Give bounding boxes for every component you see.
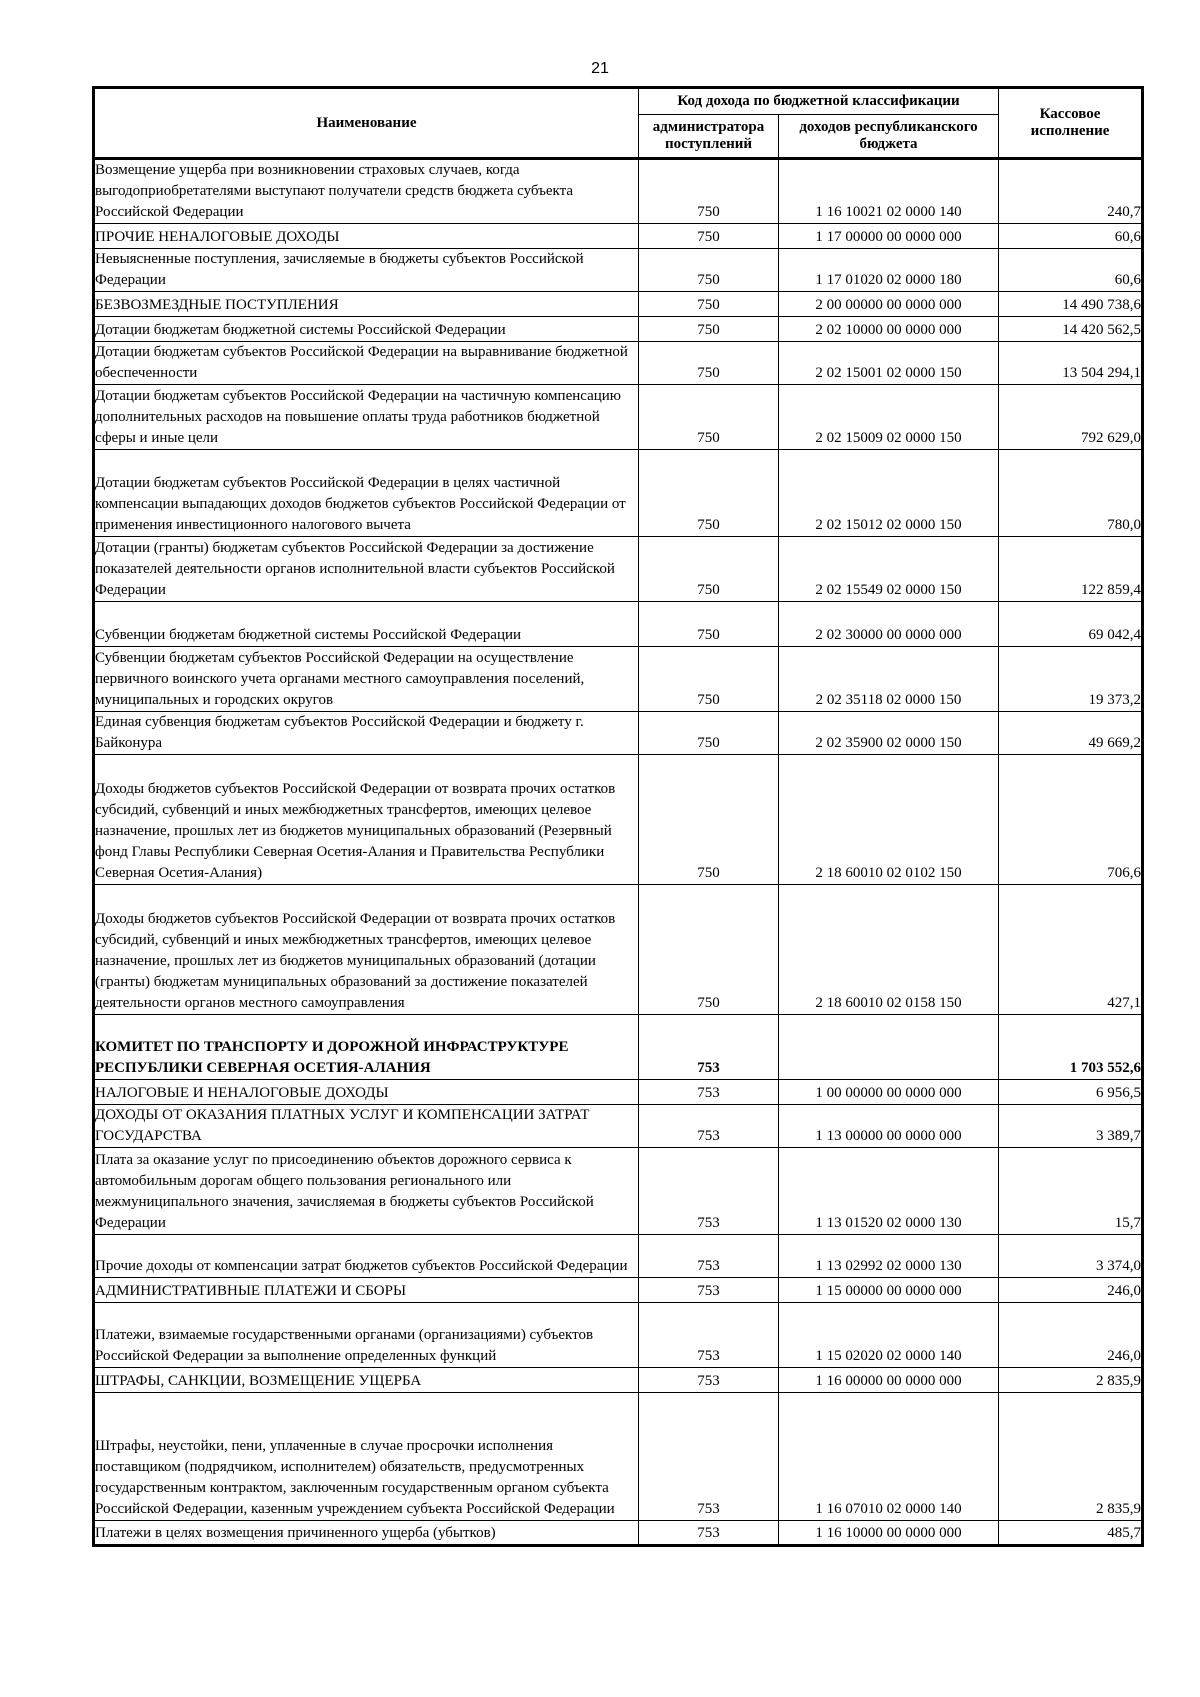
cell-code: 1 16 07010 02 0000 140 [779, 1393, 999, 1521]
cell-name: Дотации бюджетам субъектов Российской Федерации в целях частичной компенсации выпадающих доходов бюджетов субъектов Российской Федерации от применения инвестиционного налогового вычета [94, 450, 639, 537]
table-row [94, 1148, 1143, 1235]
cell-name: БЕЗВОЗМЕЗДНЫЕ ПОСТУПЛЕНИЯ [94, 292, 639, 317]
table-row [94, 159, 1143, 224]
cell-admin: 750 [639, 712, 779, 755]
cell-amount: 60,6 [999, 224, 1143, 249]
cell-amount: 2 835,9 [999, 1368, 1143, 1393]
table-row [94, 885, 1143, 1015]
table-row [94, 1303, 1143, 1368]
table-row [94, 1080, 1143, 1105]
cell-admin: 750 [639, 292, 779, 317]
cell-amount: 780,0 [999, 450, 1143, 537]
cell-code: 2 02 15012 02 0000 150 [779, 450, 999, 537]
cell-code [779, 1015, 999, 1080]
header-name: Наименование [94, 88, 639, 159]
table-row [94, 1521, 1143, 1546]
cell-amount: 427,1 [999, 885, 1143, 1015]
cell-name: ШТРАФЫ, САНКЦИИ, ВОЗМЕЩЕНИЕ УЩЕРБА [94, 1368, 639, 1393]
table-row [94, 712, 1143, 755]
cell-name: Дотации бюджетам субъектов Российской Федерации на частичную компенсацию дополнительных расходов на повышение оплаты труда работников бюджетной сферы и иные цели [94, 385, 639, 450]
cell-admin: 750 [639, 224, 779, 249]
cell-admin: 750 [639, 342, 779, 385]
cell-code: 2 02 15549 02 0000 150 [779, 537, 999, 602]
cell-admin: 750 [639, 885, 779, 1015]
cell-code: 2 18 60010 02 0158 150 [779, 885, 999, 1015]
cell-amount: 706,6 [999, 755, 1143, 885]
cell-name: Единая субвенция бюджетам субъектов Российской Федерации и бюджету г. Байконура [94, 712, 639, 755]
cell-name: Возмещение ущерба при возникновении страховых случаев, когда выгодоприобретателями выступают получатели средств бюджета субъекта Российской Федерации [94, 159, 639, 224]
cell-code: 1 17 01020 02 0000 180 [779, 249, 999, 292]
cell-name: Дотации бюджетам бюджетной системы Российской Федерации [94, 317, 639, 342]
cell-code: 2 02 15009 02 0000 150 [779, 385, 999, 450]
cell-code: 1 15 00000 00 0000 000 [779, 1278, 999, 1303]
cell-admin: 753 [639, 1368, 779, 1393]
cell-amount: 240,7 [999, 159, 1143, 224]
cell-amount: 6 956,5 [999, 1080, 1143, 1105]
cell-amount: 2 835,9 [999, 1393, 1143, 1521]
cell-name: Дотации (гранты) бюджетам субъектов Российской Федерации за достижение показателей деятельности органов исполнительной власти субъектов Российской Федерации [94, 537, 639, 602]
table-row [94, 317, 1143, 342]
cell-code: 2 00 00000 00 0000 000 [779, 292, 999, 317]
cell-amount: 13 504 294,1 [999, 342, 1143, 385]
cell-admin: 753 [639, 1393, 779, 1521]
cell-name: ДОХОДЫ ОТ ОКАЗАНИЯ ПЛАТНЫХ УСЛУГ И КОМПЕНСАЦИИ ЗАТРАТ ГОСУДАРСТВА [94, 1105, 639, 1148]
cell-amount: 49 669,2 [999, 712, 1143, 755]
cell-admin: 753 [639, 1080, 779, 1105]
cell-name: НАЛОГОВЫЕ И НЕНАЛОГОВЫЕ ДОХОДЫ [94, 1080, 639, 1105]
table-row [94, 224, 1143, 249]
cell-admin: 750 [639, 159, 779, 224]
cell-amount: 3 389,7 [999, 1105, 1143, 1148]
cell-name: Прочие доходы от компенсации затрат бюджетов субъектов Российской Федерации [94, 1235, 639, 1278]
cell-name: Доходы бюджетов субъектов Российской Федерации от возврата прочих остатков субсидий, субвенций и иных межбюджетных трансфертов, имеющих целевое назначение, прошлых лет из бюджетов муниципальных образований (дотации (гранты) бюджетам муниципальных образований за достижение показателей деятельности органов местного самоуправления [94, 885, 639, 1015]
header-admin: администратора поступлений [639, 115, 779, 159]
table-row [94, 342, 1143, 385]
cell-name: Невыясненные поступления, зачисляемые в бюджеты субъектов Российской Федерации [94, 249, 639, 292]
cell-name: Субвенции бюджетам бюджетной системы Российской Федерации [94, 602, 639, 647]
cell-name: Платежи, взимаемые государственными органами (организациями) субъектов Российской Федерации за выполнение определенных функций [94, 1303, 639, 1368]
cell-name: Платежи в целях возмещения причиненного ущерба (убытков) [94, 1521, 639, 1546]
cell-amount: 60,6 [999, 249, 1143, 292]
cell-code: 1 00 00000 00 0000 000 [779, 1080, 999, 1105]
cell-name: АДМИНИСТРАТИВНЫЕ ПЛАТЕЖИ И СБОРЫ [94, 1278, 639, 1303]
cell-name: Плата за оказание услуг по присоединению объектов дорожного сервиса к автомобильным дорогам общего пользования регионального или межмуниципального значения, зачисляемая в бюджеты субъектов Российской Федерации [94, 1148, 639, 1235]
cell-amount: 3 374,0 [999, 1235, 1143, 1278]
cell-code: 2 02 30000 00 0000 000 [779, 602, 999, 647]
cell-admin: 750 [639, 755, 779, 885]
cell-code: 2 18 60010 02 0102 150 [779, 755, 999, 885]
cell-amount: 15,7 [999, 1148, 1143, 1235]
table-header [94, 88, 1143, 159]
cell-code: 2 02 35118 02 0000 150 [779, 647, 999, 712]
cell-admin: 750 [639, 249, 779, 292]
cell-admin: 750 [639, 647, 779, 712]
cell-name: Субвенции бюджетам субъектов Российской Федерации на осуществление первичного воинского учета органами местного самоуправления поселений, муниципальных и городских округов [94, 647, 639, 712]
cell-admin: 750 [639, 537, 779, 602]
cell-code: 1 17 00000 00 0000 000 [779, 224, 999, 249]
cell-code: 1 15 02020 02 0000 140 [779, 1303, 999, 1368]
table-row [94, 755, 1143, 885]
table-row [94, 450, 1143, 537]
header-income: доходов республиканского бюджета [779, 115, 999, 159]
table-row [94, 292, 1143, 317]
cell-amount: 246,0 [999, 1303, 1143, 1368]
cell-admin: 750 [639, 317, 779, 342]
page-number: 21 [591, 60, 609, 77]
cell-admin: 753 [639, 1148, 779, 1235]
cell-code: 1 16 10000 00 0000 000 [779, 1521, 999, 1546]
cell-admin: 753 [639, 1015, 779, 1080]
cell-admin: 753 [639, 1105, 779, 1148]
cell-amount: 246,0 [999, 1278, 1143, 1303]
cell-code: 1 13 01520 02 0000 130 [779, 1148, 999, 1235]
table-row [94, 1368, 1143, 1393]
table-row [94, 1278, 1143, 1303]
cell-amount: 14 420 562,5 [999, 317, 1143, 342]
cell-admin: 753 [639, 1278, 779, 1303]
cell-amount: 69 042,4 [999, 602, 1143, 647]
cell-admin: 750 [639, 450, 779, 537]
table-row [94, 385, 1143, 450]
table-row [94, 537, 1143, 602]
cell-code: 2 02 15001 02 0000 150 [779, 342, 999, 385]
cell-name: Штрафы, неустойки, пени, уплаченные в случае просрочки исполнения поставщиком (подрядчиком, исполнителем) обязательств, предусмотренных государственным контрактом, заключенным государственным органом субъекта Российской Федерации, казенным учреждением субъекта Российской Федерации [94, 1393, 639, 1521]
cell-amount: 792 629,0 [999, 385, 1143, 450]
cell-amount: 1 703 552,6 [999, 1015, 1143, 1080]
revenue-table [92, 86, 1144, 1547]
cell-code: 1 13 02992 02 0000 130 [779, 1235, 999, 1278]
header-amount: Кассовое исполнение [999, 88, 1143, 159]
cell-amount: 485,7 [999, 1521, 1143, 1546]
cell-amount: 14 490 738,6 [999, 292, 1143, 317]
header-code-group: Код дохода по бюджетной классификации [639, 88, 999, 115]
cell-name: ПРОЧИЕ НЕНАЛОГОВЫЕ ДОХОДЫ [94, 224, 639, 249]
table-body [94, 159, 1143, 1546]
table-row [94, 1015, 1143, 1080]
table-row [94, 1235, 1143, 1278]
cell-admin: 753 [639, 1235, 779, 1278]
table-row [94, 1105, 1143, 1148]
table-row [94, 249, 1143, 292]
table-row [94, 602, 1143, 647]
table-row [94, 1393, 1143, 1521]
table-row [94, 647, 1143, 712]
cell-amount: 122 859,4 [999, 537, 1143, 602]
cell-code: 1 16 00000 00 0000 000 [779, 1368, 999, 1393]
cell-admin: 753 [639, 1521, 779, 1546]
cell-code: 2 02 10000 00 0000 000 [779, 317, 999, 342]
cell-name: Доходы бюджетов субъектов Российской Федерации от возврата прочих остатков субсидий, субвенций и иных межбюджетных трансфертов, имеющих целевое назначение, прошлых лет из бюджетов муниципальных образований (Резервный фонд Главы Республики Северная Осетия-Алания и Правительства Республики Северная Осетия-Алания) [94, 755, 639, 885]
cell-name: КОМИТЕТ ПО ТРАНСПОРТУ И ДОРОЖНОЙ ИНФРАСТРУКТУРЕ РЕСПУБЛИКИ СЕВЕРНАЯ ОСЕТИЯ-АЛАНИЯ [94, 1015, 639, 1080]
cell-admin: 750 [639, 602, 779, 647]
cell-admin: 753 [639, 1303, 779, 1368]
cell-code: 2 02 35900 02 0000 150 [779, 712, 999, 755]
cell-code: 1 16 10021 02 0000 140 [779, 159, 999, 224]
cell-name: Дотации бюджетам субъектов Российской Федерации на выравнивание бюджетной обеспеченности [94, 342, 639, 385]
cell-code: 1 13 00000 00 0000 000 [779, 1105, 999, 1148]
cell-amount: 19 373,2 [999, 647, 1143, 712]
cell-admin: 750 [639, 385, 779, 450]
